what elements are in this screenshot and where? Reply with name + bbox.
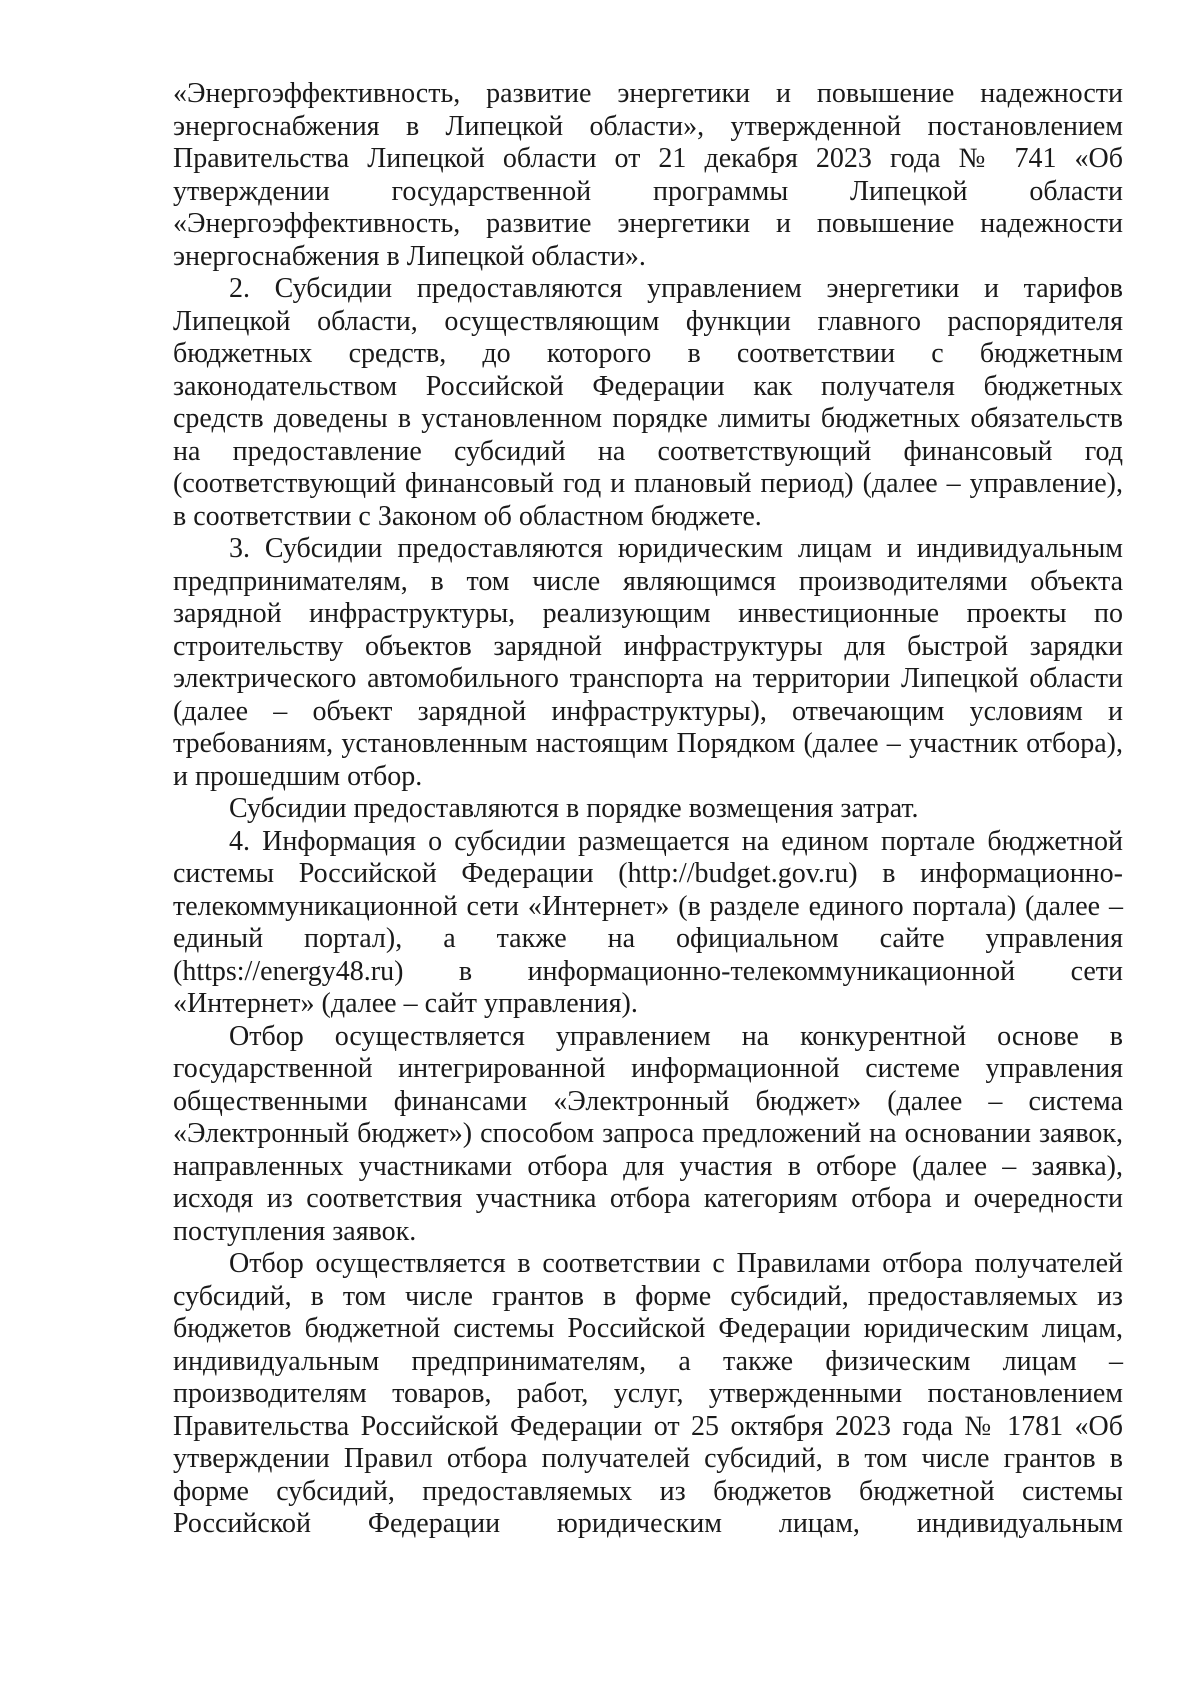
text-line: поступления заявок. (173, 1215, 417, 1247)
paragraph-selection-rules (173, 1248, 1123, 1541)
text-line: государственной интегрированной информационной системе управления (173, 1053, 1123, 1084)
text-line: телекоммуникационной сети «Интернет» (в разделе единого портала) (далее – (173, 890, 1123, 922)
text-line: исходя из соответствия участника отбора категориям отбора и очередности (173, 1183, 1123, 1214)
text-line: системы Российской Федерации (http://budget.gov.ru) в информационно- (173, 858, 1123, 889)
text-line: «Электронный бюджет») способом запроса предложений на основании заявок, (173, 1118, 1123, 1149)
text-line: индивидуальным предпринимателям, а также физическим лицам – (173, 1345, 1123, 1377)
text-line: направленных участниками отбора для участия в отборе (далее – заявка), (173, 1150, 1123, 1182)
text-line: 2. Субсидии предоставляются управлением энергетики и тарифов (229, 273, 1123, 304)
paragraph-program-name (173, 78, 1123, 273)
text-line: Российской Федерации юридическим лицам, индивидуальным (173, 1508, 1123, 1539)
text-line: бюджетных средств, до которого в соответствии с бюджетным (173, 338, 1123, 369)
text-line: Правительства Российской Федерации от 25 октября 2023 года № 1781 «Об (173, 1410, 1123, 1442)
text-line: общественными финансами «Электронный бюджет» (далее – система (173, 1085, 1123, 1117)
text-line: Субсидии предоставляются в порядке возмещения затрат. (229, 793, 919, 824)
text-line: Отбор осуществляется управлением на конкурентной основе в (229, 1020, 1123, 1052)
text-line: средств доведены в установленном порядке лимиты бюджетных обязательств (173, 403, 1123, 434)
text-line: энергоснабжения в Липецкой области», утвержденной постановлением (173, 110, 1123, 142)
text-line: Липецкой области, осуществляющим функции главного распорядителя (173, 305, 1123, 337)
text-line: предпринимателям, в том числе являющимся производителями объекта (173, 565, 1123, 597)
text-line: зарядной инфраструктуры, реализующим инвестиционные проекты по (173, 598, 1123, 629)
text-line: (соответствующий финансовый год и плановый период) (далее – управление), (173, 468, 1123, 499)
text-line: «Интернет» (далее – сайт управления). (173, 988, 638, 1019)
text-line: (далее – объект зарядной инфраструктуры), отвечающим условиям и (173, 695, 1123, 727)
text-line: в соответствии с Законом об областном бюджете. (173, 500, 762, 532)
text-line: Правительства Липецкой области от 21 декабря 2023 года № 741 «Об (173, 143, 1123, 174)
paragraph-item-3 (173, 533, 1123, 793)
text-line: на предоставление субсидий на соответствующий финансовый год (173, 435, 1123, 467)
text-line: бюджетов бюджетной системы Российской Федерации юридическим лицам, (173, 1313, 1123, 1344)
paragraph-item-2 (173, 273, 1123, 533)
text-line: энергоснабжения в Липецкой области». (173, 240, 646, 272)
paragraph-item-4 (173, 826, 1123, 1021)
text-line: 4. Информация о субсидии размещается на едином портале бюджетной (229, 825, 1123, 857)
paragraph-reimbursement (173, 793, 1123, 826)
text-line: утверждении Правил отбора получателей субсидий, в том числе грантов в (173, 1443, 1123, 1474)
text-line: строительству объектов зарядной инфраструктуры для быстрой зарядки (173, 630, 1123, 662)
text-line: форме субсидий, предоставляемых из бюджетов бюджетной системы (173, 1475, 1123, 1507)
text-line: и прошедшим отбор. (173, 760, 423, 792)
text-line: требованиям, установленным настоящим Порядком (далее – участник отбора), (173, 728, 1123, 759)
text-line: законодательством Российской Федерации как получателя бюджетных (173, 370, 1123, 402)
text-line: 3. Субсидии предоставляются юридическим лицам и индивидуальным (229, 533, 1123, 564)
text-line: производителям товаров, работ, услуг, утвержденными постановлением (173, 1378, 1123, 1409)
text-line: субсидий, в том числе грантов в форме субсидий, предоставляемых из (173, 1280, 1123, 1312)
text-line: «Энергоэффективность, развитие энергетики и повышение надежности (173, 78, 1123, 109)
text-line: утверждении государственной программы Липецкой области (173, 175, 1123, 207)
document-body (173, 78, 1123, 1541)
text-line: (https://energy48.ru) в информационно-телекоммуникационной сети (173, 955, 1123, 987)
paragraph-selection-method (173, 1021, 1123, 1249)
text-line: единый портал), а также на официальном сайте управления (173, 923, 1123, 954)
text-line: электрического автомобильного транспорта на территории Липецкой области (173, 663, 1123, 694)
text-line: «Энергоэффективность, развитие энергетики и повышение надежности (173, 208, 1123, 239)
text-line: Отбор осуществляется в соответствии с Правилами отбора получателей (229, 1248, 1123, 1279)
